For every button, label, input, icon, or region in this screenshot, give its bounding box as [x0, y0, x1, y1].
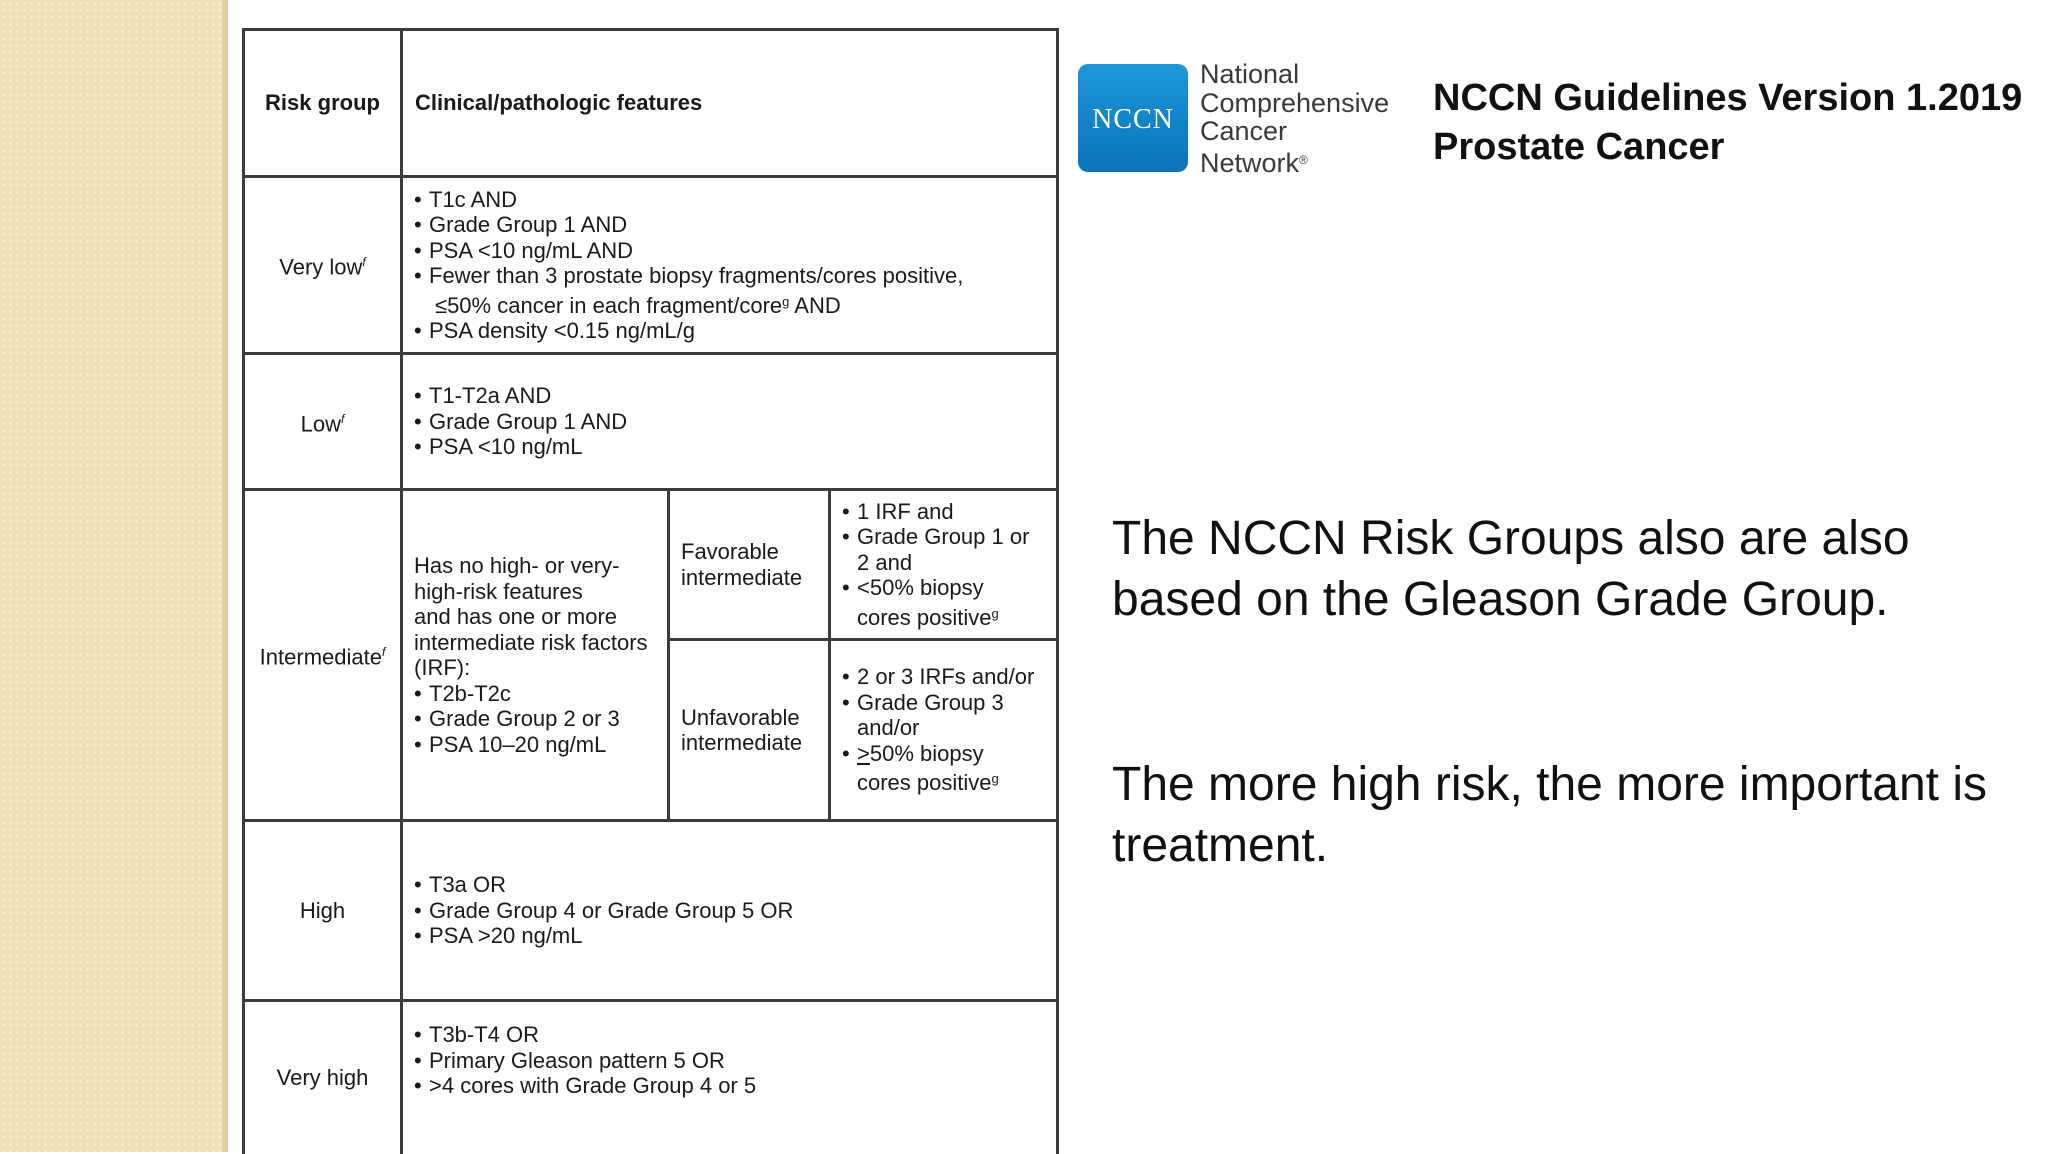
risk-label-very-low: Very low$^f$	[244, 177, 402, 354]
list-item: • T3a OR	[414, 872, 1056, 898]
list-item: • T2b-T2c	[414, 681, 667, 707]
guidelines-topic: Prostate Cancer	[1433, 126, 1725, 168]
list-item: • <50% biopsy cores positive$^g$	[842, 575, 1056, 630]
favorable-intermediate-label: Favorable intermediate	[669, 490, 830, 640]
table-row-high	[244, 821, 1058, 1001]
features-header: Clinical/pathologic features	[402, 30, 1058, 177]
unfavorable-intermediate-criteria	[830, 640, 1058, 821]
side-strip-edge	[222, 0, 228, 1152]
list-item: • Grade Group 3 and/or	[842, 690, 1056, 741]
intermediate-desc-line: Has no high- or very-	[414, 553, 620, 578]
list-item: • Fewer than 3 prostate biopsy fragments/cores positive, ≤50% cancer in each fragment/core$^g$ AND	[414, 263, 1056, 318]
table-row-intermediate-favorable	[244, 490, 1058, 640]
list-item: • PSA >20 ng/mL	[414, 923, 1056, 949]
unfavorable-intermediate-label: Unfavorable intermediate	[669, 640, 830, 821]
guidelines-version: NCCN Guidelines Version 1.2019	[1433, 77, 2023, 119]
features-very-low	[402, 177, 1058, 354]
risk-label-very-high: Very high	[244, 1001, 402, 1154]
table-header-row	[244, 30, 1058, 177]
intermediate-desc-line: intermediate risk factors	[414, 629, 648, 655]
table-row-very-low	[244, 177, 1058, 354]
note-paragraph-2: The more high risk, the more important is treatment.	[1112, 758, 1987, 872]
list-item: • Grade Group 1 or 2 and	[842, 524, 1056, 575]
features-low	[402, 354, 1058, 490]
list-item: • Primary Gleason pattern 5 OR	[414, 1048, 1056, 1074]
list-item: • PSA density <0.15 ng/mL/g	[414, 318, 1056, 344]
features-very-high	[402, 1001, 1058, 1154]
list-item: • Grade Group 4 or Grade Group 5 OR	[414, 898, 1056, 924]
nccn-logo	[1078, 64, 1188, 172]
list-item: • PSA <10 ng/mL	[414, 434, 1056, 460]
intermediate-desc-line: and has one or more	[414, 604, 618, 629]
list-item: • T1-T2a AND	[414, 383, 1056, 409]
organization-name: National Comprehensive Cancer Network®	[1200, 59, 1390, 178]
risk-group-header: Risk group	[244, 30, 402, 177]
features-intermediate	[402, 490, 669, 821]
favorable-intermediate-criteria	[830, 490, 1058, 640]
list-item: • 2 or 3 IRFs and/or	[842, 664, 1056, 690]
list-item: • Grade Group 1 AND	[414, 212, 1056, 238]
list-item: • PSA 10–20 ng/mL	[414, 732, 667, 758]
list-item: • PSA <10 ng/mL AND	[414, 238, 1056, 264]
list-item: • Grade Group 2 or 3	[414, 706, 667, 732]
risk-group-table	[242, 28, 1059, 1154]
nccn-logo-text: NCCN	[1092, 104, 1174, 135]
list-item: • T1c AND	[414, 187, 1056, 213]
table-row-very-high	[244, 1001, 1058, 1154]
list-item: • >4 cores with Grade Group 4 or 5	[414, 1073, 1056, 1099]
risk-label-high: High	[244, 821, 402, 1001]
list-item: • T3b-T4 OR	[414, 1022, 1056, 1048]
risk-label-low: Low$^f$	[244, 354, 402, 490]
list-item: • 1 IRF and	[842, 499, 1056, 525]
intermediate-desc-line: (IRF):	[414, 655, 471, 680]
list-item: • >50% biopsy cores positive$^g$	[842, 741, 1056, 796]
intermediate-desc-line: high-risk features	[414, 578, 583, 604]
list-item: • Grade Group 1 AND	[414, 409, 1056, 435]
decorative-side-strip	[0, 0, 228, 1152]
note-paragraph-1: The NCCN Risk Groups also are also based on the Gleason Grade Group.	[1112, 512, 1910, 626]
risk-label-intermediate: Intermediate$^f$	[244, 490, 402, 821]
guidelines-title	[1433, 74, 2022, 172]
features-high	[402, 821, 1058, 1001]
table-row-low	[244, 354, 1058, 490]
